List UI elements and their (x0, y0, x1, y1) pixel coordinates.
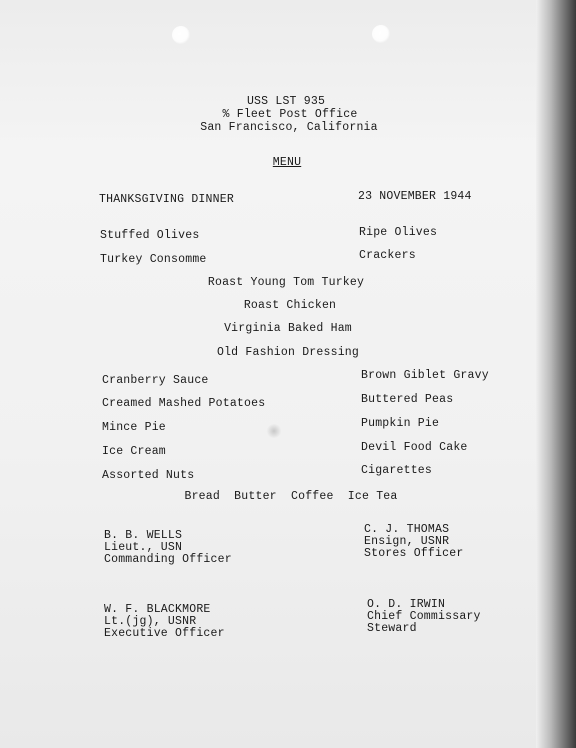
main-course-item: Old Fashion Dressing (216, 346, 360, 359)
menu-title: MENU (272, 156, 302, 169)
signatory-name: W. F. BLACKMORE (104, 603, 211, 616)
post-office-line: % Fleet Post Office (222, 108, 358, 121)
menu-item-left: Cranberry Sauce (102, 374, 209, 387)
signatory-rank: Lieut., USN (104, 541, 183, 554)
signatory-rank: Ensign, USNR (364, 535, 450, 548)
menu-item-right: Brown Giblet Gravy (361, 369, 489, 382)
main-course-item: Roast Chicken (243, 299, 337, 312)
menu-item-right: Cigarettes (361, 464, 433, 477)
menu-item-right: Devil Food Cake (361, 441, 468, 454)
signatory-title: Executive Officer (104, 627, 225, 640)
menu-item-left: Mince Pie (102, 421, 166, 434)
main-course-item: Roast Young Tom Turkey (207, 276, 365, 289)
menu-item-left: Ice Cream (102, 445, 166, 458)
beverages-line: Bread Butter Coffee Ice Tea (184, 490, 398, 503)
city-line: San Francisco, California (200, 121, 378, 134)
main-course-item: Virginia Baked Ham (224, 322, 352, 335)
menu-item-left: Turkey Consomme (100, 253, 207, 266)
signatory-name: C. J. THOMAS (364, 523, 450, 536)
menu-item-right: Ripe Olives (359, 226, 438, 239)
menu-item-left: Stuffed Olives (100, 229, 200, 242)
punch-hole-left (172, 26, 190, 44)
date-heading: 23 NOVEMBER 1944 (358, 190, 472, 203)
signatory-name: O. D. IRWIN (367, 598, 446, 611)
menu-item-right: Pumpkin Pie (361, 417, 440, 430)
signatory-title: Stores Officer (364, 547, 464, 560)
signatory-title: Commanding Officer (104, 553, 232, 566)
occasion-heading: THANKSGIVING DINNER (99, 193, 234, 206)
menu-item-right: Buttered Peas (361, 393, 454, 406)
punch-hole-right (372, 25, 390, 43)
signatory-name: B. B. WELLS (104, 529, 183, 542)
signatory-title: Steward (367, 622, 417, 635)
menu-item-left: Assorted Nuts (102, 469, 195, 482)
ship-name: USS LST 935 (246, 95, 326, 108)
page-edge-shadow (536, 0, 576, 748)
menu-item-right: Crackers (359, 249, 416, 262)
signatory-rank: Chief Commissary (367, 610, 481, 623)
menu-item-left: Creamed Mashed Potatoes (102, 397, 266, 410)
paper-smudge (266, 424, 282, 438)
signatory-rank: Lt.(jg), USNR (104, 615, 197, 628)
